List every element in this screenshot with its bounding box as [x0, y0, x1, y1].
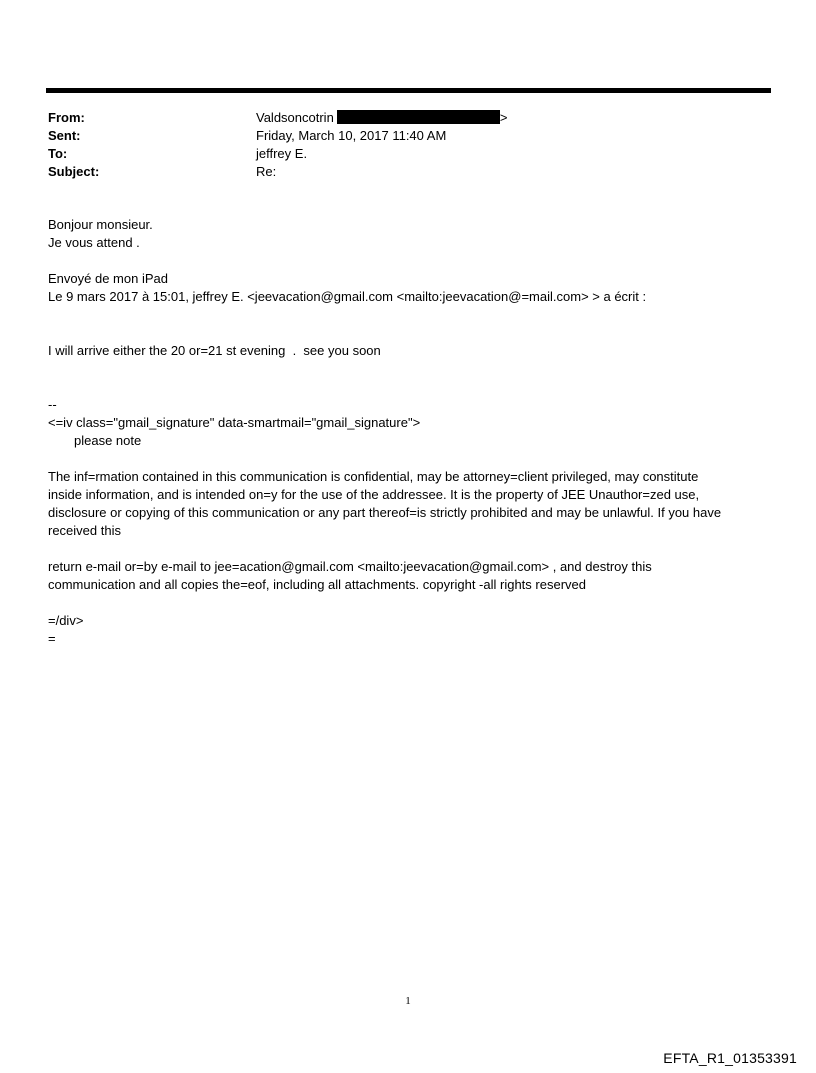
- body-line: disclosure or copying of this communication or any part thereof=is strictly prohibited and may be unlawful. If you have: [48, 505, 722, 520]
- from-label: From:: [48, 110, 85, 125]
- body-line: =: [48, 631, 56, 646]
- to-label: To:: [48, 146, 68, 161]
- page-number: 1: [405, 995, 411, 1007]
- sender-address-end: >: [499, 110, 508, 125]
- body-line: Bonjour monsieur.: [48, 217, 153, 232]
- body-line: communication and all copies the=eof, including all attachments. copyright -all rights reserved: [48, 577, 586, 592]
- header-rule: [46, 88, 771, 93]
- body-line: --: [48, 397, 57, 412]
- body-line: I will arrive either the 20 or=21 st evening . see you soon: [48, 343, 381, 358]
- document-id: EFTA_R1_01353391: [663, 1050, 797, 1066]
- from-row: [48, 109, 748, 127]
- body-line: [48, 360, 768, 378]
- sender-name: Valdsoncotrin: [256, 110, 334, 125]
- body-line: inside information, and is intended on=y for the use of the addressee. It is the property of JEE Unauthor=zed use,: [48, 487, 700, 502]
- redaction-block: [337, 110, 500, 124]
- subject-label: Subject:: [48, 164, 100, 179]
- body-line: <=iv class="gmail_signature" data-smartmail="gmail_signature">: [48, 415, 421, 430]
- body-line: [48, 378, 768, 396]
- body-line: [48, 324, 768, 342]
- subject-row: [48, 163, 748, 181]
- body-line: [48, 450, 768, 468]
- email-header: [48, 109, 748, 181]
- body-line: The inf=rmation contained in this communication is confidential, may be attorney=client privileged, may constitute: [48, 469, 699, 484]
- body-line: [48, 306, 768, 324]
- body-line: [48, 594, 768, 612]
- body-line: Je vous attend .: [48, 235, 140, 250]
- from-value: [256, 109, 748, 127]
- subject-value: Re:: [256, 164, 277, 179]
- body-line: Envoyé de mon iPad: [48, 271, 168, 286]
- sent-value: Friday, March 10, 2017 11:40 AM: [256, 128, 447, 143]
- body-line: please note: [74, 433, 142, 448]
- body-line: [48, 252, 768, 270]
- body-line: =/div>: [48, 613, 84, 628]
- body-line: [48, 540, 768, 558]
- body-line: return e-mail or=by e-mail to jee=acation@gmail.com <mailto:jeevacation@gmail.com> , and destroy this: [48, 559, 652, 574]
- to-value: jeffrey E.: [256, 146, 308, 161]
- email-body: [48, 216, 768, 648]
- body-line: Le 9 mars 2017 à 15:01, jeffrey E. <jeevacation@gmail.com <mailto:jeevacation@=mail.com> > a écrit :: [48, 289, 647, 304]
- to-row: [48, 145, 748, 163]
- body-line: received this: [48, 523, 121, 538]
- sent-label: Sent:: [48, 128, 81, 143]
- sent-row: [48, 127, 748, 145]
